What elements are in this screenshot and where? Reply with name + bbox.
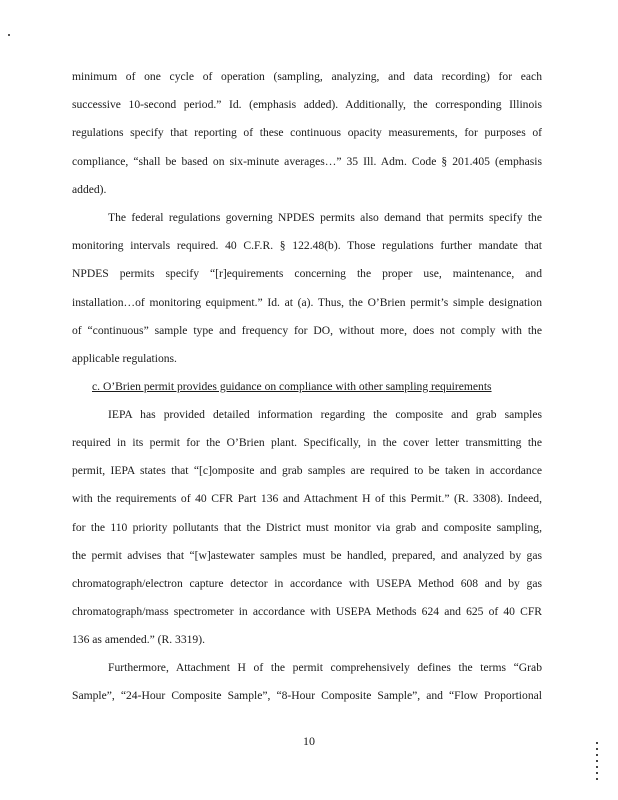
paragraph-3-line-4: with the requirements of 40 CFR Part 136 and Attachment H of this Permit.” (R. 3308). Indeed, xyxy=(72,492,542,505)
paragraph-3-line-3: permit, IEPA states that “[c]omposite and grab samples are required to be taken in accordance xyxy=(72,464,542,477)
paragraph-2-line-4: installation…of monitoring equipment.” Id. at (a). Thus, the O’Brien permit’s simple designation xyxy=(72,296,542,309)
paragraph-2-line-5: of “continuous” sample type and frequency for DO, without more, does not comply with the xyxy=(72,324,542,337)
scan-speck xyxy=(8,34,10,36)
body-line-1: minimum of one cycle of operation (sampling, analyzing, and data recording) for each xyxy=(72,70,542,83)
scan-edge-marks xyxy=(596,742,598,782)
paragraph-3-line-5: for the 110 priority pollutants that the District must monitor via grab and composite sampling, xyxy=(72,521,542,534)
paragraph-2-line-3: NPDES permits specify “[r]equirements concerning the proper use, maintenance, and xyxy=(72,267,542,280)
paragraph-3-line-6: the permit advises that “[w]astewater samples must be handled, prepared, and analyzed by gas xyxy=(72,549,542,562)
paragraph-2-line-2: monitoring intervals required. 40 C.F.R. § 122.48(b). Those regulations further mandate that xyxy=(72,239,542,252)
body-line-5: added). xyxy=(72,183,107,196)
paragraph-3-line-1: IEPA has provided detailed information regarding the composite and grab samples xyxy=(108,408,542,421)
section-heading-text: c. O’Brien permit provides guidance on compliance with other sampling requirements xyxy=(92,380,492,393)
section-heading xyxy=(92,380,542,394)
body-line-3: regulations specify that reporting of these continuous opacity measurements, for purposes of xyxy=(72,126,542,139)
body-line-4: compliance, “shall be based on six-minute averages…” 35 Ill. Adm. Code § 201.405 (emphasis xyxy=(72,155,542,168)
paragraph-3-line-8: chromatograph/mass spectrometer in accordance with USEPA Methods 624 and 625 of 40 CFR xyxy=(72,605,542,618)
paragraph-4-line-1: Furthermore, Attachment H of the permit comprehensively defines the terms “Grab xyxy=(108,661,542,674)
page-number: 10 xyxy=(303,734,315,748)
paragraph-2-line-1: The federal regulations governing NPDES permits also demand that permits specify the xyxy=(108,211,542,224)
paragraph-4-line-2: Sample”, “24-Hour Composite Sample”, “8-Hour Composite Sample”, and “Flow Proportional xyxy=(72,689,542,702)
paragraph-2-line-6: applicable regulations. xyxy=(72,352,177,365)
paragraph-3-line-7: chromatograph/electron capture detector in accordance with USEPA Method 608 and by gas xyxy=(72,577,542,590)
body-line-2: successive 10-second period.” Id. (emphasis added). Additionally, the corresponding Illinois xyxy=(72,98,542,111)
paragraph-3-line-9: 136 as amended.” (R. 3319). xyxy=(72,633,205,646)
paragraph-3-line-2: required in its permit for the O’Brien plant. Specifically, in the cover letter transmitting the xyxy=(72,436,542,449)
